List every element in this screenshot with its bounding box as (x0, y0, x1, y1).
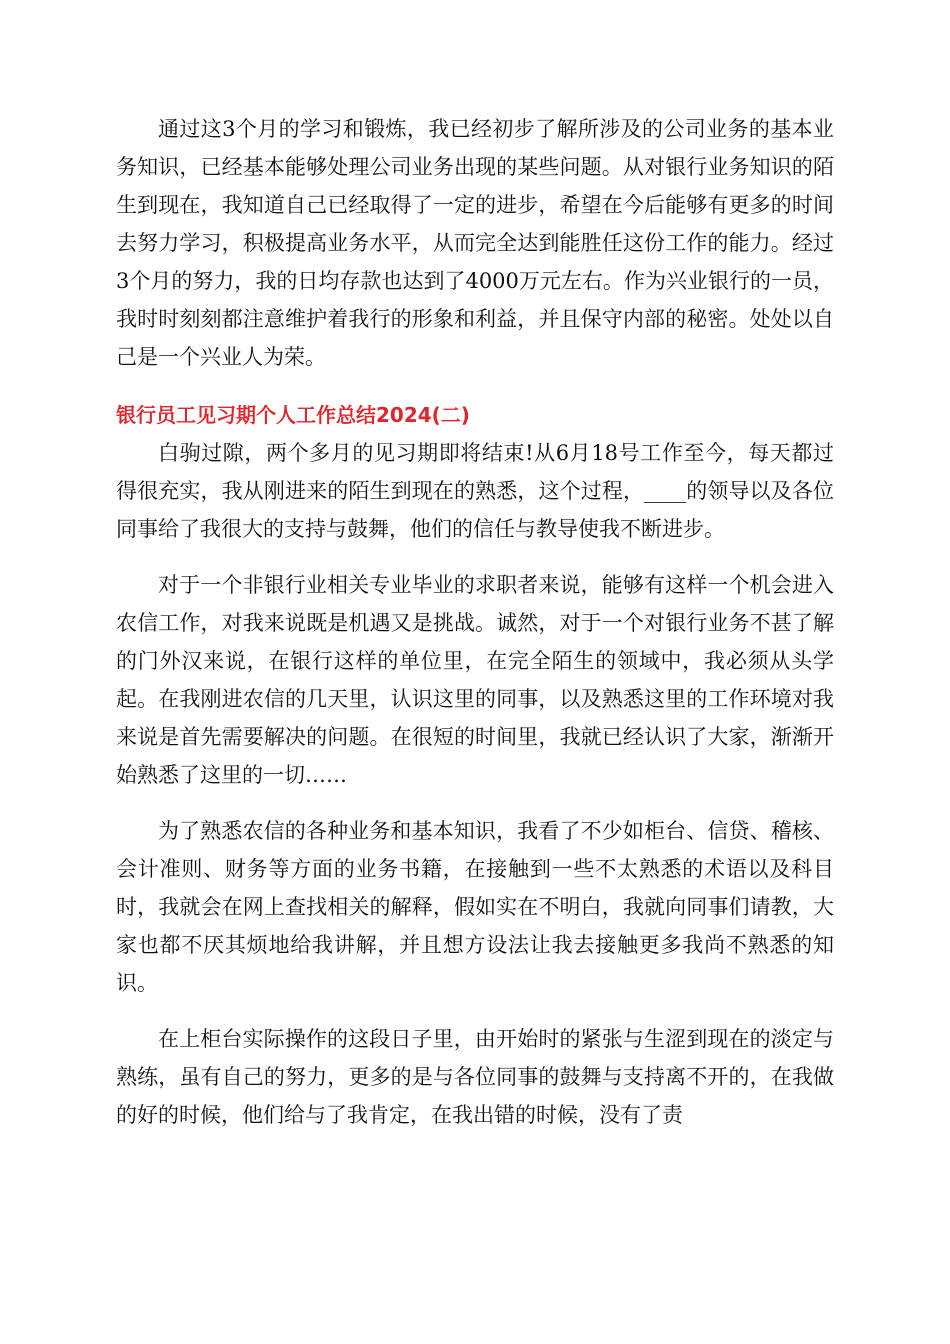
body-paragraph-2: 对于一个非银行业相关专业毕业的求职者来说，能够有这样一个机会进入农信工作，对我来说既是机遇又是挑战。诚然，对于一个对银行业务不甚了解的门外汉来说，在银行这样的单位里，在完全陌生的领域中，我必须从头学起。在我刚进农信的几天里，认识这里的同事，以及熟悉这里的工作环境对我来说是首先需要解决的问题。在很短的时间里，我就已经认识了大家，渐渐开始熟悉了这里的一切…… (116, 573, 834, 787)
section-heading: 银行员工见习期个人工作总结2024(二) (116, 403, 470, 427)
body-paragraph-1: 白驹过隙，两个多月的见习期即将结束!从6月18号工作至今，每天都过得很充实，我从刚进来的陌生到现在的熟悉，这个过程，____的领导以及各位同事给了我很大的支持与鼓舞，他们的信任与教导使我不断进步。 (116, 441, 834, 541)
body-paragraph-4: 在上柜台实际操作的这段日子里，由开始时的紧张与生涩到现在的淡定与熟练，虽有自己的努力，更多的是与各位同事的鼓舞与支持离不开的，在我做的好的时候，他们给与了我肯定，在我出错的时候，没有了责 (116, 1027, 834, 1127)
document-page (116, 110, 834, 1134)
body-paragraph-3: 为了熟悉农信的各种业务和基本知识，我看了不少如柜台、信贷、稽核、会计准则、财务等方面的业务书籍，在接触到一些不太熟悉的术语以及科目时，我就会在网上查找相关的解释，假如实在不明白，我就向同事们请教，大家也都不厌其烦地给我讲解，并且想方设法让我去接触更多我尚不熟悉的知识。 (116, 819, 834, 995)
intro-paragraph: 通过这3个月的学习和锻炼，我已经初步了解所涉及的公司业务的基本业务知识，已经基本能够处理公司业务出现的某些问题。从对银行业务知识的陌生到现在，我知道自己已经取得了一定的进步，希望在今后能够有更多的时间去努力学习，积极提高业务水平，从而完全达到能胜任这份工作的能力。经过3个月的努力，我的日均存款也达到了4000万元左右。作为兴业银行的一员，我时时刻刻都注意维护着我行的形象和利益，并且保守内部的秘密。处处以自己是一个兴业人为荣。 (116, 117, 834, 369)
